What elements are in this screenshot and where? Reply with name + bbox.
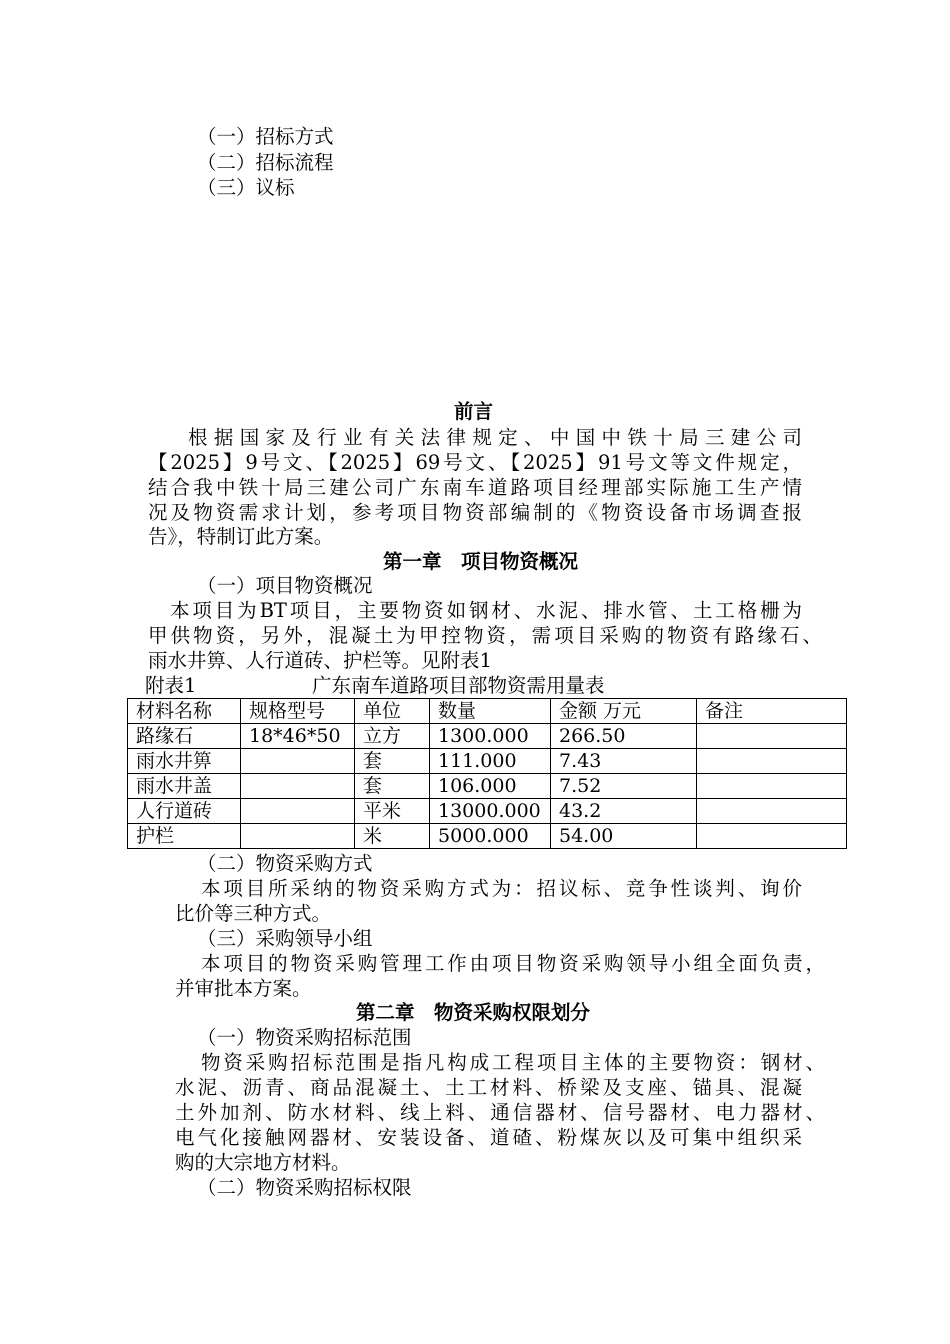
table-cell: 人行道砖 <box>128 799 241 824</box>
table-cell: 护栏 <box>128 824 241 849</box>
table-row <box>128 724 847 749</box>
body-line: 物资采购招标范围是指凡构成工程项目主体的主要物资：钢材、 <box>201 1051 825 1074</box>
body-line: 本项目的物资采购管理工作由项目物资采购领导小组全面负责， <box>201 952 825 975</box>
section-title: （一）项目物资概况 <box>197 574 373 597</box>
table-cell: 套 <box>355 774 430 799</box>
table-cell <box>241 799 355 824</box>
table-header-cell: 规格型号 <box>241 699 355 724</box>
table-header-cell: 数量 <box>430 699 551 724</box>
table-header-cell: 材料名称 <box>128 699 241 724</box>
chapter-title: 第二章 物资采购权限划分 <box>356 1001 591 1024</box>
table-cell: 雨水井盖 <box>128 774 241 799</box>
toc-item: （二）招标流程 <box>197 151 334 174</box>
table-cell: 5000.000 <box>430 824 551 849</box>
toc-item: （一）招标方式 <box>197 125 334 148</box>
table-cell: 1300.000 <box>430 724 551 749</box>
preface-line: 根据国家及行业有关法律规定、中国中铁十局三建公司 <box>188 426 802 449</box>
body-line: 并审批本方案。 <box>175 977 312 1000</box>
table-row <box>128 799 847 824</box>
body-line: 本项目所采纳的物资采购方式为：招议标、竞争性谈判、询价 <box>201 877 802 900</box>
table-cell: 111.000 <box>430 749 551 774</box>
section-title: （三）采购领导小组 <box>197 927 373 950</box>
table-cell: 米 <box>355 824 430 849</box>
table-header-cell: 单位 <box>355 699 430 724</box>
preface-line: 告》，特制订此方案。 <box>148 525 334 548</box>
section-title: （二）物资采购方式 <box>197 852 373 875</box>
table-cell <box>697 724 847 749</box>
body-line: 购的大宗地方材料。 <box>175 1151 351 1174</box>
table-cell: 立方 <box>355 724 430 749</box>
body-line: 雨水井箅、人行道砖、护栏等。见附表1 <box>148 649 492 672</box>
table-cell <box>697 824 847 849</box>
toc-item: （三）议标 <box>197 176 295 199</box>
materials-table <box>127 698 847 849</box>
table-cell: 7.43 <box>551 749 697 774</box>
body-line: 甲供物资，另外，混凝土为甲控物资，需项目采购的物资有路缘石、 <box>148 624 822 647</box>
table-cell: 43.2 <box>551 799 697 824</box>
preface-line: 【2025】9号文、【2025】69号文、【2025】91号文等文件规定， <box>148 451 802 474</box>
table-cell: 套 <box>355 749 430 774</box>
table-row <box>128 749 847 774</box>
chapter-title: 第一章 项目物资概况 <box>383 550 579 573</box>
body-line: 土外加剂、防水材料、线上料、通信器材、信号器材、电力器材、 <box>175 1101 825 1124</box>
table-cell: 13000.000 <box>430 799 551 824</box>
table-cell: 54.00 <box>551 824 697 849</box>
preface-title: 前言 <box>454 400 494 423</box>
table-cell: 18*46*50 <box>241 724 355 749</box>
table-cell <box>697 799 847 824</box>
table-header-row <box>128 699 847 724</box>
section-title: （一）物资采购招标范围 <box>197 1026 412 1049</box>
table-cell: 路缘石 <box>128 724 241 749</box>
table-header-cell: 备注 <box>697 699 847 724</box>
body-line: 比价等三种方式。 <box>175 902 332 925</box>
table-cell <box>241 749 355 774</box>
table-cell: 7.52 <box>551 774 697 799</box>
body-line: 本项目为BT项目，主要物资如钢材、水泥、排水管、土工格栅为 <box>170 599 802 622</box>
section-title: （二）物资采购招标权限 <box>197 1176 412 1199</box>
table-cell <box>697 749 847 774</box>
body-line: 电气化接触网器材、安装设备、道碴、粉煤灰以及可集中组织采 <box>175 1126 802 1149</box>
table-row <box>128 774 847 799</box>
table-cell: 106.000 <box>430 774 551 799</box>
table-row <box>128 824 847 849</box>
table-header-cell: 金额 万元 <box>551 699 697 724</box>
table-label: 附表1 <box>145 674 197 697</box>
table-title: 广东南车道路项目部物资需用量表 <box>312 674 605 697</box>
table-cell <box>697 774 847 799</box>
table-cell: 平米 <box>355 799 430 824</box>
table-cell <box>241 824 355 849</box>
table-cell: 266.50 <box>551 724 697 749</box>
table-cell: 雨水井箅 <box>128 749 241 774</box>
preface-line: 结合我中铁十局三建公司广东南车道路项目经理部实际施工生产情 <box>148 476 802 499</box>
body-line: 水泥、沥青、商品混凝土、土工材料、桥梁及支座、锚具、混凝 <box>175 1076 802 1099</box>
table-cell <box>241 774 355 799</box>
preface-line: 况及物资需求计划，参考项目物资部编制的《物资设备市场调查报 <box>148 501 802 524</box>
